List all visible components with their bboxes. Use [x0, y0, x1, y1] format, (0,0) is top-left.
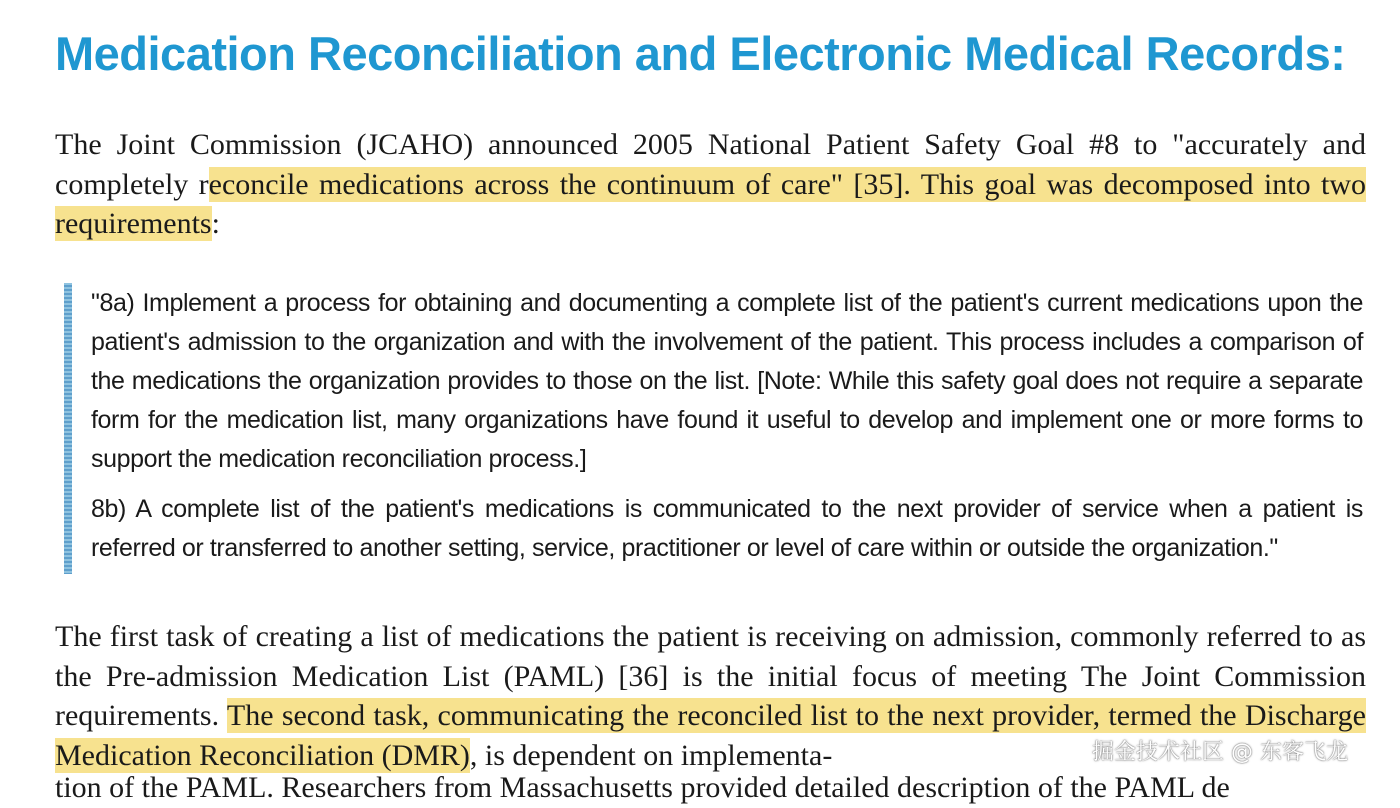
page-title: Medication Reconciliation and Electronic Medical Records: — [55, 27, 1346, 80]
intro-text-end: : — [211, 207, 220, 240]
cutoff-text: tion of the PAML. Researchers from Massachusetts provided detailed description of the PAML de — [55, 771, 1230, 804]
cutoff-line — [55, 771, 1366, 804]
requirement-8b: 8b) A complete list of the patient's medications is communicated to the next provider of service when a patient is referred or transferred to another setting, service, practitioner or level of care within or outside the organization." — [91, 495, 1363, 562]
blockquote-bar — [64, 283, 72, 574]
watermark: 掘金技术社区 @ 东客飞龙 — [1092, 740, 1348, 765]
body-highlight: The second task, communicating the reconciled list to the next provider, termed the Discharge Medication Reconciliation (DMR) — [55, 699, 1366, 772]
requirement-8a: "8a) Implement a process for obtaining and documenting a complete list of the patient's current medications upon the patient's admission to the organization and with the involvement of the patient. This process includes a comparison of the medications the organization provides to those on the list. [Note: While this safety goal does not require a separate form for the medication list, many organizations have found it useful to develop and implement one or more forms to support the medication reconciliation process.] — [91, 289, 1363, 473]
intro-highlight: econcile medications across the continuum of care" [35]. This goal was decomposed into two requirements — [55, 167, 1366, 240]
intro-paragraph — [55, 125, 1366, 244]
body-text: The first task of creating a list of medications the patient is receiving on admission, commonly referred to as the Pre-admission Medication List (PAML) [36] is the initial focus of meeting The Joint Commission requirements. — [55, 620, 1366, 732]
body-text-end: , is dependent on implementa- — [469, 738, 833, 772]
intro-text: The Joint Commission (JCAHO) announced 2005 National Patient Safety Goal #8 to "accurately and completely r — [55, 128, 1366, 201]
